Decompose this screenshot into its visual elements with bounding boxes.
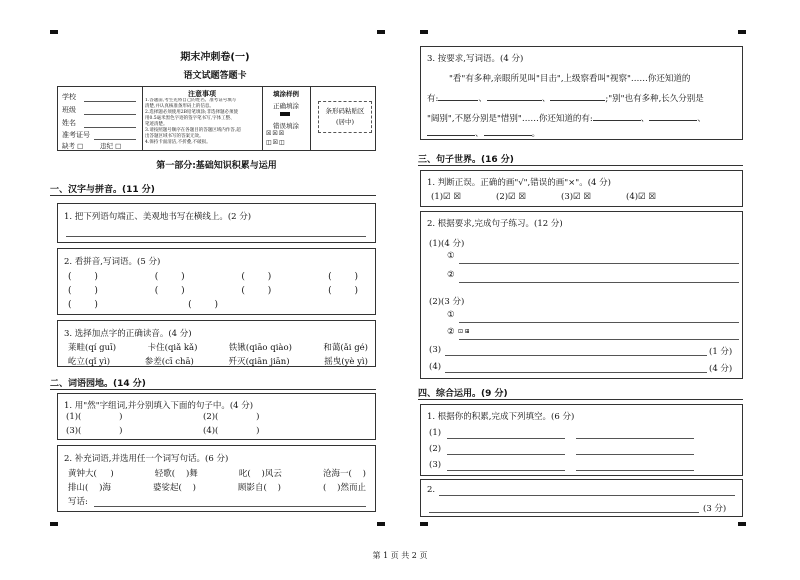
circle-two: ② (447, 327, 455, 337)
page-subtitle: 语文试题答题卡 (183, 71, 247, 81)
circle-one: ① (447, 310, 455, 320)
circle-one: ① (447, 251, 455, 261)
answer-line[interactable] (445, 372, 707, 373)
reading-option[interactable]: 摇曳(yè yì) (324, 357, 368, 367)
fill-item: (2) (429, 444, 442, 454)
circle-two: ② (447, 270, 455, 280)
s2-q2-text: 2. 补充词语,并选用任一个词写句话。(6 分) (64, 454, 229, 464)
wrong-fill-samples: ◫☒◫ (266, 139, 286, 146)
ran-word-blank[interactable]: (1)( ) (66, 412, 123, 422)
r3-line2: 有: 、 、 ;"别"也有多种,长久分别是 (427, 94, 704, 104)
section2-title: 二、词语园地。(14 分) (50, 379, 146, 389)
ran-word-blank[interactable]: (4)( ) (203, 426, 260, 436)
ran-word-blank[interactable]: (2)( ) (203, 412, 260, 422)
section1-title: 一、汉字与拼音。(11 分) (50, 185, 155, 195)
answer-line[interactable] (447, 454, 565, 455)
section3-title: 三、句子世界。(16 分) (418, 155, 514, 165)
r3-line3: "阔别",不愿分别是"惜别"……你还知道的有: 、 、 (427, 114, 706, 124)
notes-title: 注意事项 (188, 89, 216, 98)
s4-q2-box (420, 479, 743, 517)
s2-q1-text: 1. 用"然"字组词,并分别填入下面的句子中。(4 分) (64, 401, 254, 411)
name-label: 姓名 (62, 119, 76, 127)
reading-option[interactable]: 卡住(qiǎ kǎ) (147, 343, 198, 353)
idiom-blank[interactable]: 黄钟大( ) (68, 469, 114, 479)
correct-fill-sample (280, 112, 290, 116)
pinyin-grid: ( ) ( ) ( ) ( ) ( ) ( ) ( ) ( ) ( ) ( ) (68, 272, 358, 310)
r3-title: 3. 按要求,写词语。(4 分) (427, 54, 524, 64)
idiom-blank[interactable]: 叱( )风云 (238, 469, 282, 479)
write-label: 写话: (68, 497, 88, 507)
corner-mark (420, 30, 428, 34)
idiom-blank[interactable]: 轻歌( )舞 (154, 469, 198, 479)
s3-q2-part2: (2)(3 分) (429, 297, 465, 307)
s3-q1-text: 1. 判断正误。正确的画"√",错误的画"×"。(4 分) (427, 178, 611, 188)
inline-marks: ⊡ ⊞ (458, 328, 470, 335)
writing-line[interactable] (94, 506, 366, 507)
judge-option[interactable]: (1)☑ ☒ (431, 192, 461, 202)
answer-line[interactable] (439, 495, 735, 496)
wrong-fill-samples: ☒☒☒ (266, 130, 286, 137)
answer-line[interactable] (576, 454, 694, 455)
barcode-area: 条形码粘贴区 (居中) (318, 101, 372, 133)
fill-item: (1) (429, 428, 442, 438)
idiom-blank[interactable]: 婆娑起( ) (153, 483, 196, 493)
s1-q1-text: 1. 把下列语句端正、美观地书写在横线上。(2 分) (64, 212, 252, 222)
page-number: 第 1 页 共 2 页 (372, 551, 428, 560)
idiom-blank[interactable]: 排山( )海 (68, 483, 111, 493)
s4-q2-score: (3 分) (703, 504, 727, 514)
absent-checkbox[interactable]: 缺考 □ (62, 142, 84, 150)
section4-title: 四、综合运用。(9 分) (418, 389, 508, 399)
notes-list: 1.答题前,考生先将自己的姓名、准考证号填写 清楚,并认真核准条形码上的信息。 2.选择题必须使用2B铅笔填涂;非选择题必须使 用0.5毫米黑色字迹的签字笔书写,字体工整、 笔迹清楚。 3.请按照题号顺序在各题目的答题区域内作答,超 出答题区域书写的答案无效。 4.保持卡面清洁,不折叠,不破损。 (145, 98, 241, 145)
reading-option[interactable]: 参差(cī chā) (144, 357, 194, 367)
reading-option[interactable]: 歼灭(qiān jiān) (228, 357, 290, 367)
wrong-fill-label: 错误填涂 (273, 122, 299, 130)
answer-line[interactable] (429, 512, 699, 513)
exam-no-label: 准考证号 (62, 131, 90, 139)
writing-line[interactable] (66, 236, 366, 237)
answer-line[interactable] (459, 263, 739, 264)
s3-q2-box (420, 211, 743, 379)
part1-heading: 第一部分:基础知识积累与运用 (156, 161, 277, 171)
corner-mark (377, 30, 385, 34)
answer-line[interactable] (459, 339, 739, 340)
s2-q1-box (57, 393, 376, 440)
idiom-blank[interactable]: ( )然而止 (323, 483, 366, 493)
student-info-box (57, 86, 376, 151)
idiom-blank[interactable]: 顾影自( ) (238, 483, 281, 493)
idiom-blank[interactable]: 沧海一( ) (323, 469, 366, 479)
reading-option[interactable]: 屹立(qǐ yì) (68, 357, 111, 367)
s3-q2-part1: (1)(4 分) (429, 239, 465, 249)
s3-q1-box (420, 170, 743, 207)
part3-score: (1 分) (709, 347, 733, 357)
judge-option[interactable]: (4)☑ ☒ (626, 192, 656, 202)
corner-mark (738, 30, 746, 34)
fill-item: (3) (429, 460, 442, 470)
r3-line1: "看"有多种,亲眼所见叫"目击",上级察看叫"视察"……你还知道的 (449, 74, 691, 84)
school-label: 学校 (62, 93, 76, 101)
corner-mark (420, 522, 428, 526)
reading-option[interactable]: 和蔼(ǎi gé) (323, 343, 368, 353)
fill-sample-title: 填涂样例 (273, 90, 299, 98)
r3-line4: 、 。 (427, 127, 540, 139)
s1-q3-text: 3. 选择加点字的正确读音。(4 分) (64, 329, 192, 339)
s4-q1-box (420, 404, 743, 476)
s4-q1-text: 1. 根据你的积累,完成下列填空。(6 分) (427, 412, 575, 422)
answer-line[interactable] (576, 438, 694, 439)
reading-option[interactable]: 莱畦(qí guī) (68, 343, 117, 353)
s3-q2-part3: (3) (429, 345, 442, 355)
corner-mark (50, 30, 58, 34)
s4-q2-text: 2. (427, 485, 436, 495)
judge-option[interactable]: (3)☑ ☒ (561, 192, 591, 202)
answer-line[interactable] (447, 470, 565, 471)
corner-mark (50, 522, 58, 526)
correct-fill-label: 正确填涂 (273, 102, 299, 110)
ran-word-blank[interactable]: (3)( ) (66, 426, 123, 436)
s1-q1-box (57, 203, 376, 243)
answer-line[interactable] (459, 282, 739, 283)
s1-q2-text: 2. 看拼音,写词语。(5 分) (64, 257, 161, 267)
corner-mark (377, 522, 385, 526)
answer-line[interactable] (447, 438, 565, 439)
page-title: 期末冲刺卷(一) (180, 52, 250, 63)
s1-q2-box (57, 248, 376, 315)
violation-checkbox[interactable]: 违纪 □ (100, 142, 122, 150)
s3-q2-part4: (4) (429, 362, 442, 372)
answer-line[interactable] (445, 355, 707, 356)
answer-line[interactable] (459, 322, 739, 323)
corner-mark (738, 522, 746, 526)
answer-line[interactable] (576, 470, 694, 471)
s3-q2-text: 2. 根据要求,完成句子练习。(12 分) (427, 219, 563, 229)
r3-box (420, 46, 743, 140)
s2-q2-box (57, 445, 376, 512)
reading-option[interactable]: 铁锹(qiāo qiào) (228, 343, 292, 353)
judge-option[interactable]: (2)☑ ☒ (496, 192, 526, 202)
part4-score: (4 分) (709, 364, 733, 374)
class-label: 班级 (62, 106, 76, 114)
s1-q3-box (57, 320, 376, 367)
